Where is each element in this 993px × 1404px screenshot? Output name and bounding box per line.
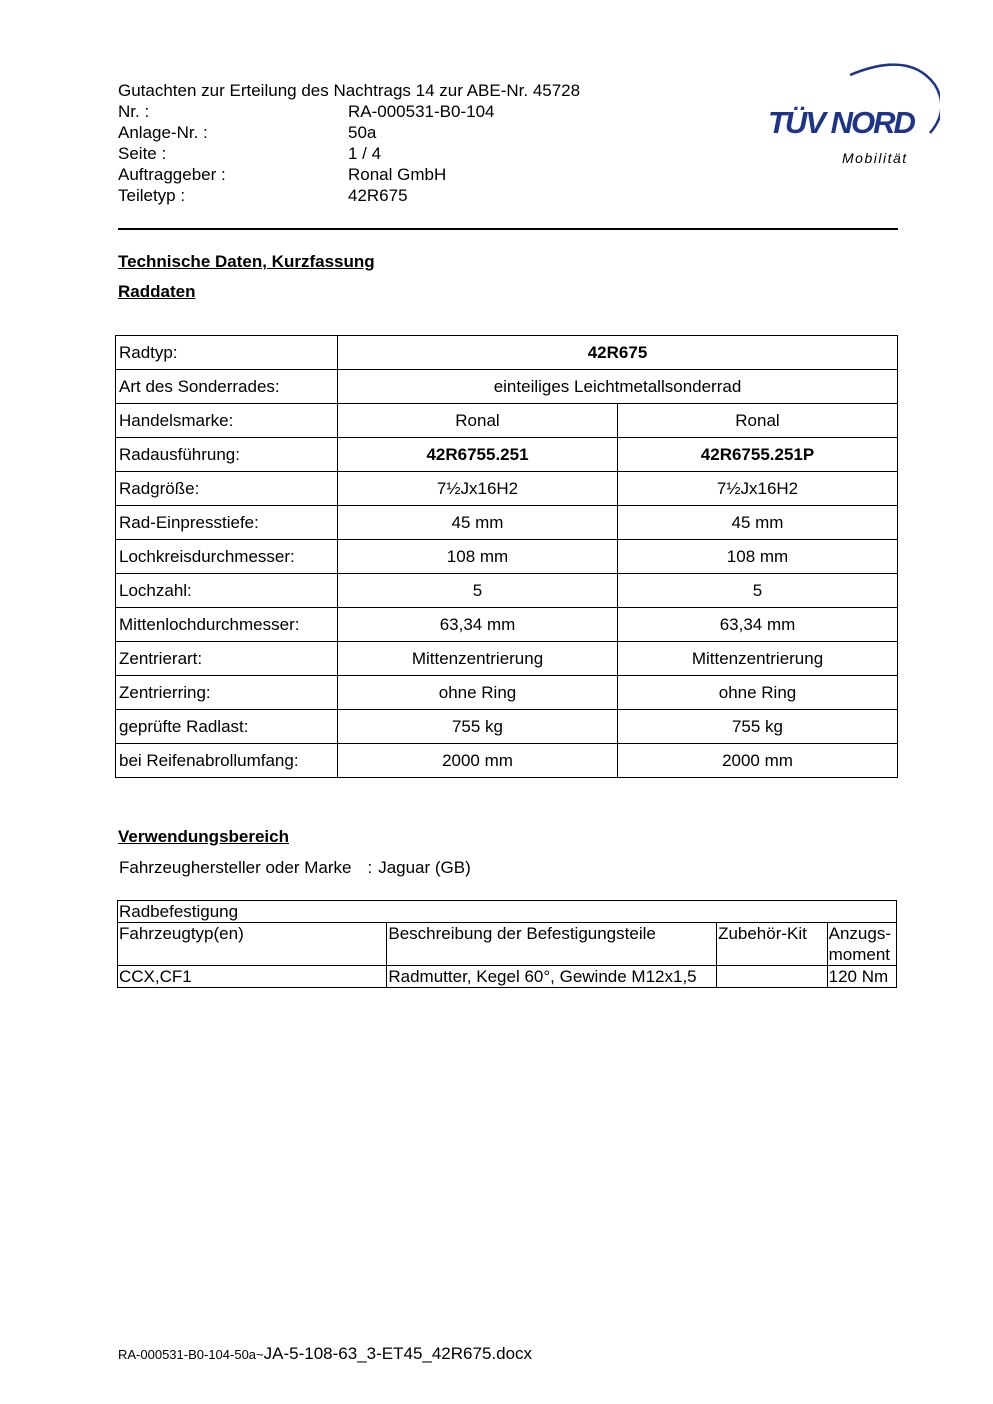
cell-label: bei Reifenabrollumfang: — [116, 744, 338, 778]
cell-value: 755 kg — [338, 710, 618, 744]
footer-prefix: RA-000531-B0-104-50a~ — [118, 1347, 264, 1362]
cell-label: Rad-Einpresstiefe: — [116, 506, 338, 540]
cell-value: 755 kg — [618, 710, 898, 744]
table-row — [116, 676, 898, 710]
header-row-teiletyp: Teiletyp : 42R675 — [118, 186, 408, 205]
document-header — [118, 80, 580, 206]
table-row — [116, 506, 898, 540]
fixing-table — [117, 900, 897, 988]
document-title: Gutachten zur Erteilung des Nachtrags 14 zur ABE-Nr. 45728 — [118, 81, 581, 100]
table-row — [116, 540, 898, 574]
cell-value: 108 mm — [618, 540, 898, 574]
cell-value: ohne Ring — [618, 676, 898, 710]
usage-value: Jaguar (GB) — [378, 858, 471, 877]
table-row — [116, 404, 898, 438]
cell-label: Radtyp: — [116, 336, 338, 370]
cell-value: 7½Jx16H2 — [338, 472, 618, 506]
table-row — [118, 923, 897, 966]
table-row — [116, 608, 898, 642]
cell-value: ohne Ring — [338, 676, 618, 710]
section-title-usage: Verwendungsbereich — [118, 827, 289, 846]
header-cell: Beschreibung der Befestigungsteile — [387, 923, 717, 966]
cell-value: einteiliges Leichtmetallsonderrad — [338, 370, 898, 404]
header-row-anlage: Anlage-Nr. : 50a — [118, 123, 377, 142]
cell-value: 42R6755.251 — [338, 438, 618, 472]
cell-value: 5 — [338, 574, 618, 608]
cell-value: 45 mm — [338, 506, 618, 540]
cell-description: Radmutter, Kegel 60°, Gewinde M12x1,5 — [387, 966, 717, 988]
header-cell: Zubehör-Kit — [717, 923, 828, 966]
cell-value: 2000 mm — [618, 744, 898, 778]
section-title-technical: Technische Daten, Kurzfassung — [118, 252, 375, 271]
table-row — [116, 370, 898, 404]
cell-value: 108 mm — [338, 540, 618, 574]
fixing-title: Radbefestigung — [118, 901, 897, 923]
header-row-nr: Nr. : RA-000531-B0-104 — [118, 102, 495, 121]
table-row — [116, 472, 898, 506]
logo-mark: TÜV NORD — [768, 105, 914, 140]
header-row-auftraggeber: Auftraggeber : Ronal GmbH — [118, 165, 447, 184]
cell-value: 5 — [618, 574, 898, 608]
page-footer — [118, 1344, 532, 1364]
cell-value: 45 mm — [618, 506, 898, 540]
table-row — [116, 744, 898, 778]
logo-subtitle: Mobilität — [842, 150, 908, 166]
cell-value: 42R675 — [338, 336, 898, 370]
header-cell: Fahrzeugtyp(en) — [118, 923, 387, 966]
cell-label: Lochzahl: — [116, 574, 338, 608]
header-divider — [118, 228, 898, 230]
table-row — [116, 574, 898, 608]
cell-torque: 120 Nm — [827, 966, 896, 988]
cell-label: Radgröße: — [116, 472, 338, 506]
usage-line — [119, 858, 471, 878]
cell-label: Radausführung: — [116, 438, 338, 472]
cell-label: Mittenlochdurchmesser: — [116, 608, 338, 642]
cell-value: Mittenzentrierung — [338, 642, 618, 676]
header-cell: Anzugs-moment — [827, 923, 896, 966]
cell-label: Art des Sonderrades: — [116, 370, 338, 404]
cell-value: Ronal — [338, 404, 618, 438]
cell-label: geprüfte Radlast: — [116, 710, 338, 744]
table-row — [116, 438, 898, 472]
usage-label: Fahrzeughersteller oder Marke — [119, 858, 352, 877]
table-row — [116, 710, 898, 744]
cell-value: 42R6755.251P — [618, 438, 898, 472]
cell-value: 63,34 mm — [338, 608, 618, 642]
cell-value: 7½Jx16H2 — [618, 472, 898, 506]
table-row — [118, 901, 897, 923]
cell-type: CCX,CF1 — [118, 966, 387, 988]
section-subtitle-raddaten: Raddaten — [118, 282, 196, 301]
cell-value: Mittenzentrierung — [618, 642, 898, 676]
header-row-seite: Seite : 1 / 4 — [118, 144, 382, 163]
cell-label: Zentrierart: — [116, 642, 338, 676]
cell-value: 63,34 mm — [618, 608, 898, 642]
table-row — [116, 642, 898, 676]
table-row — [118, 966, 897, 988]
footer-filename: JA-5-108-63_3-ET45_42R675.docx — [263, 1344, 533, 1363]
usage-separator: : — [367, 858, 373, 877]
tuv-nord-logo — [760, 55, 940, 170]
cell-kit — [717, 966, 828, 988]
cell-value: 2000 mm — [338, 744, 618, 778]
cell-label: Handelsmarke: — [116, 404, 338, 438]
table-row — [116, 336, 898, 370]
cell-label: Zentrierring: — [116, 676, 338, 710]
cell-value: Ronal — [618, 404, 898, 438]
wheel-data-table — [115, 335, 898, 778]
cell-label: Lochkreisdurchmesser: — [116, 540, 338, 574]
